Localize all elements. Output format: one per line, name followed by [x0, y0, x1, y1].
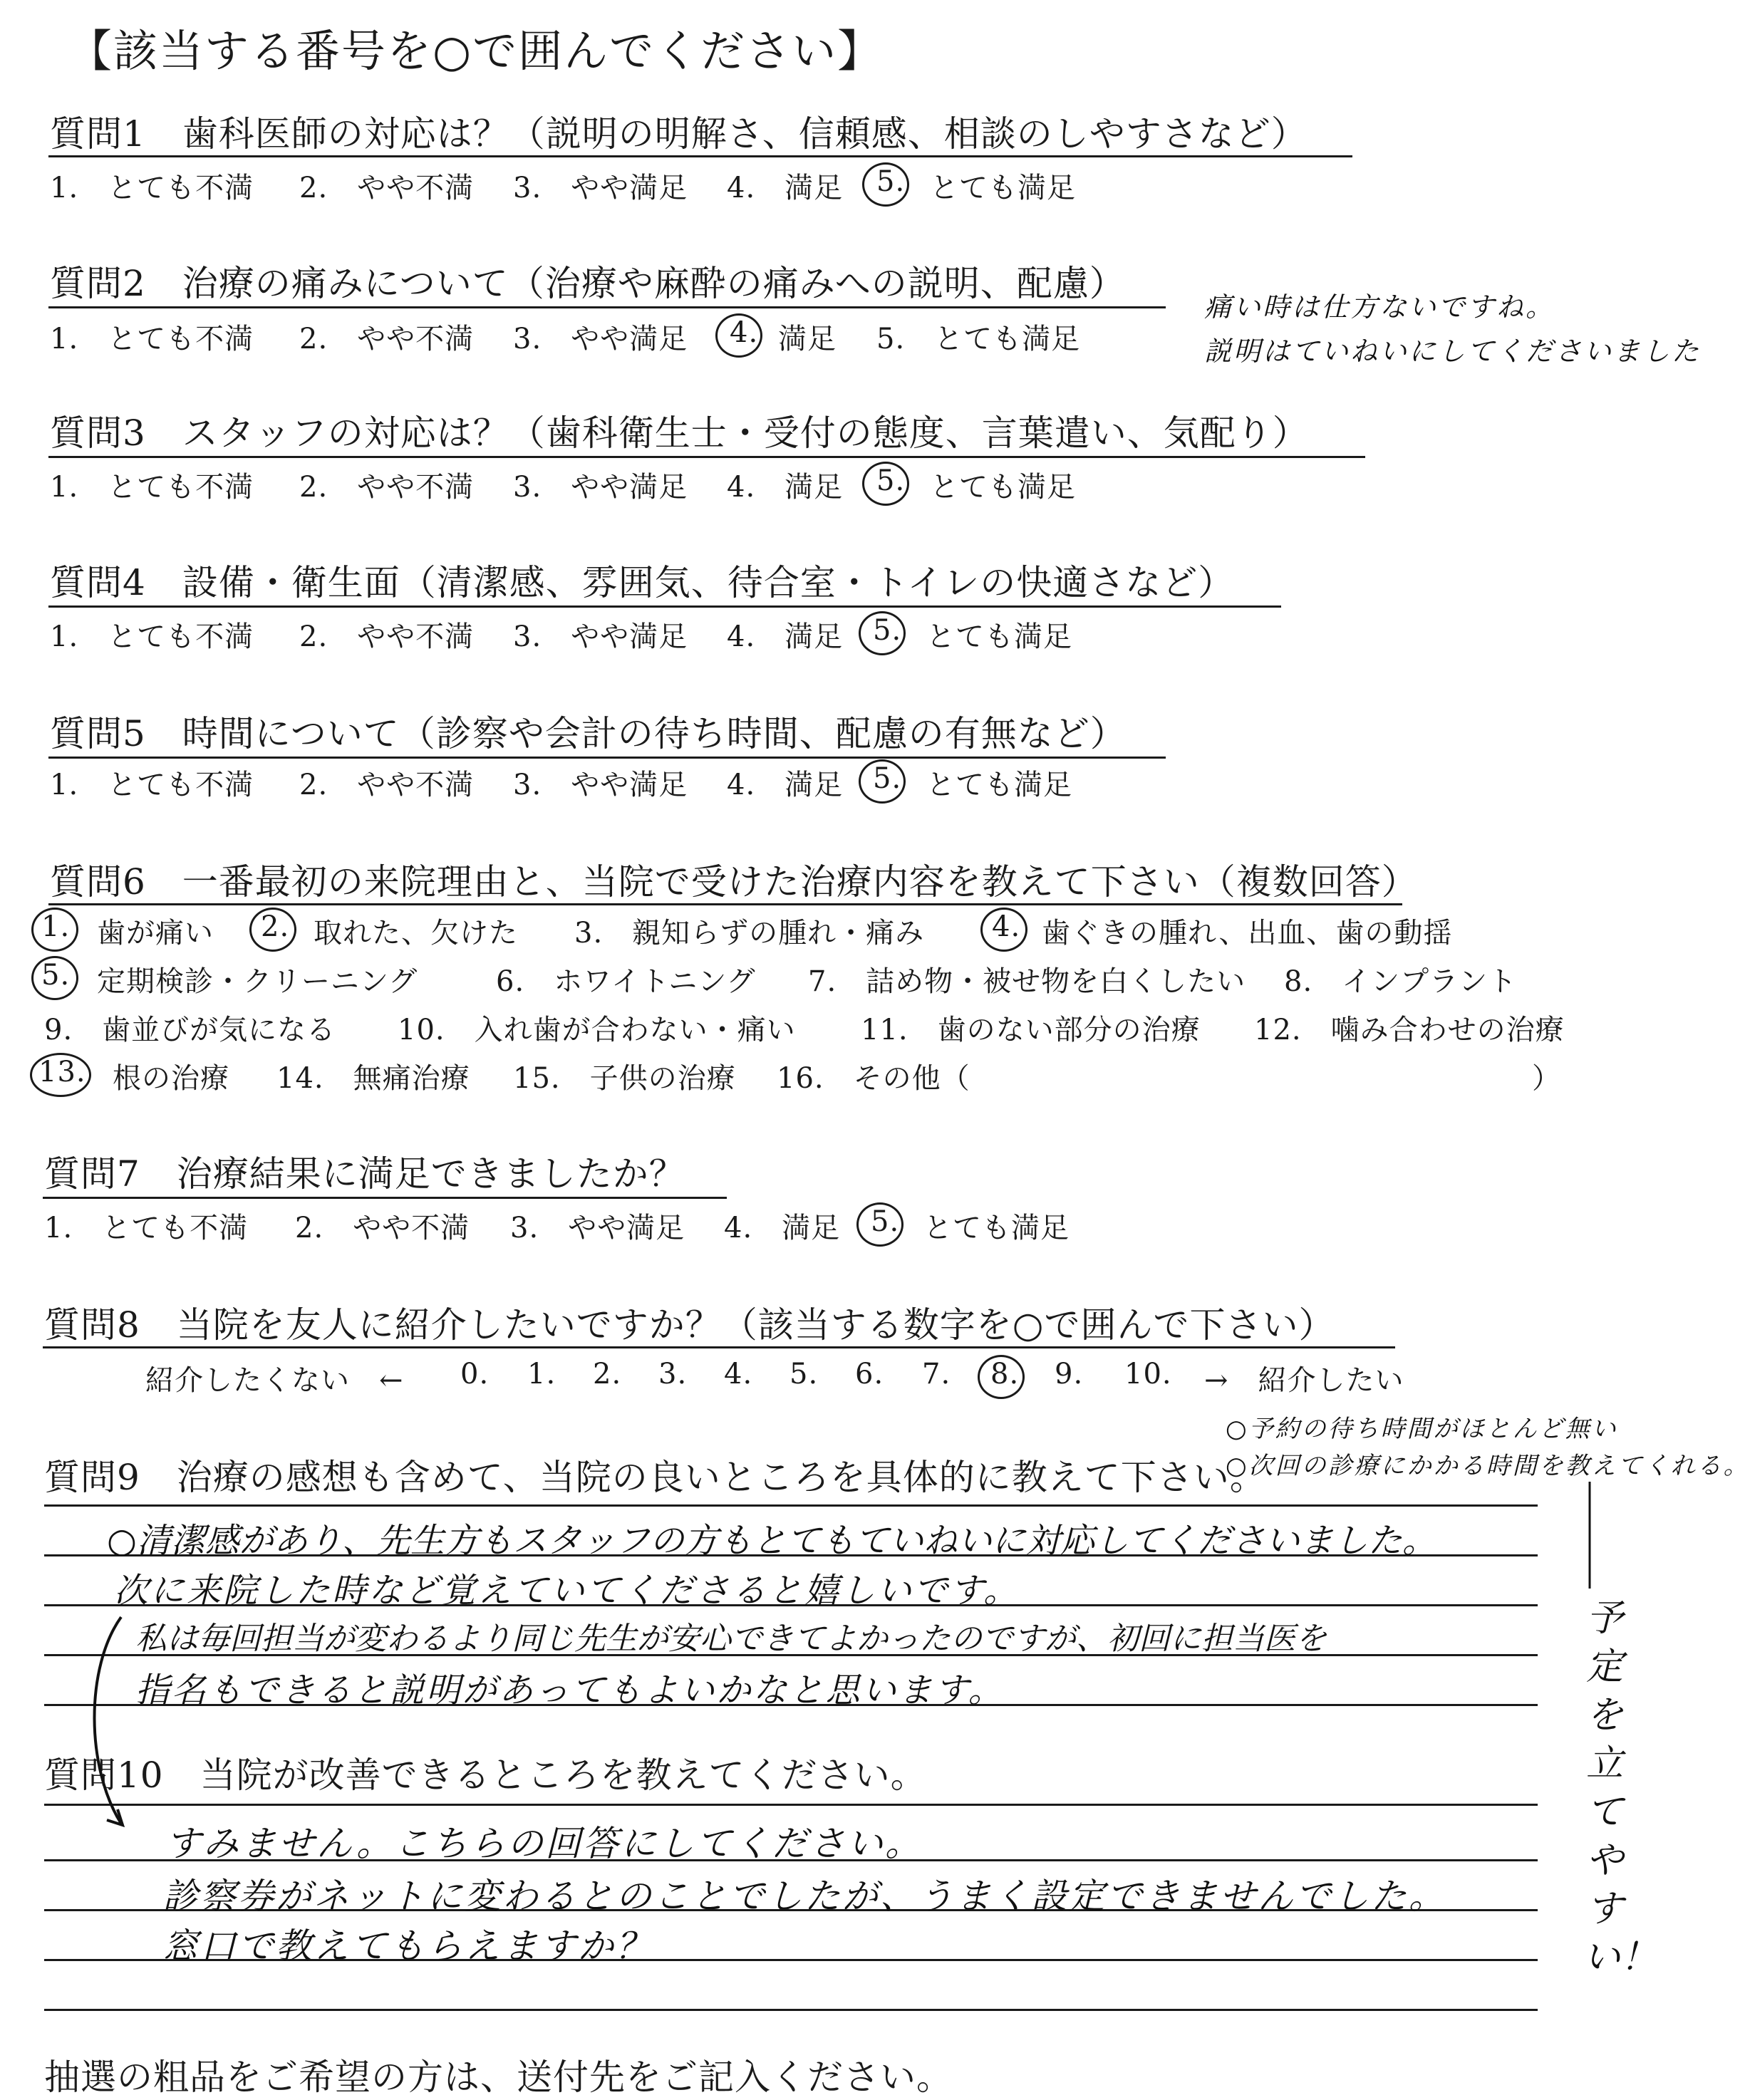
q1-option-2[interactable]: 2. やや不満 — [299, 172, 475, 204]
question-7-label: 質問7 治療結果に満足できましたか？ — [44, 1153, 685, 1195]
q2-option-4[interactable]: 4. — [730, 316, 759, 349]
q6-option-8[interactable]: 8. インプラント — [1284, 965, 1518, 998]
q5-option-4[interactable]: 4. 満足 — [727, 769, 844, 801]
q4-option-3[interactable]: 3. やや満足 — [513, 620, 688, 653]
q3-option-5[interactable]: 5. — [876, 464, 906, 497]
q3-option-2[interactable]: 2. やや不満 — [299, 471, 475, 504]
q6-option-12[interactable]: 12. 噛み合わせの治療 — [1254, 1014, 1565, 1046]
arrow-icon — [78, 1610, 150, 1845]
q6-option-10[interactable]: 10. 入れ歯が合わない・痛い — [398, 1014, 796, 1046]
question-8-label: 質問8 当院を友人に紹介したいですか？（該当する数字を○で囲んで下さい） — [44, 1304, 1335, 1346]
q9-answer-line-1 — [44, 1504, 1538, 1507]
q6-option-5-number[interactable]: 5. — [41, 959, 71, 992]
q8-scale-0[interactable]: 0. — [460, 1358, 490, 1391]
q7-option-1[interactable]: 1. とても不満 — [44, 1212, 249, 1244]
q6-option-16[interactable]: 16. その他（ — [777, 1062, 970, 1095]
q8-scale-9[interactable]: 9. — [1055, 1358, 1084, 1391]
question-6-underline — [48, 903, 1402, 905]
q8-scale-6[interactable]: 6. — [855, 1358, 884, 1391]
q8-scale-3[interactable]: 3. — [658, 1358, 688, 1391]
q9-answer-text-3: 私は毎回担当が変わるより同じ先生が安心できてよかったのですが、初回に担当医を — [135, 1621, 1327, 1657]
q5-option-2[interactable]: 2. やや不満 — [299, 769, 475, 801]
q1-option-5[interactable]: 5. — [876, 165, 906, 198]
q9-vertical-note: 予定を立てやすい！ — [1583, 1597, 1658, 1979]
q5-option-5[interactable]: 5. — [873, 762, 902, 795]
q3-option-5-text: とても満足 — [930, 471, 1076, 504]
q6-option-5-text: 定期検診・クリーニング — [97, 965, 418, 998]
q9-answer-text-2: 次に来院した時など覚えていてくださると嬉しいです。 — [114, 1571, 1020, 1611]
question-8-underline — [43, 1346, 1395, 1348]
question-3-underline — [48, 456, 1365, 458]
q3-option-1[interactable]: 1. とても不満 — [50, 471, 254, 504]
q2-option-2[interactable]: 2. やや不満 — [299, 323, 475, 355]
q6-option-1-number[interactable]: 1. — [41, 910, 71, 943]
q8-selected-circle — [978, 1355, 1025, 1399]
q1-option-4[interactable]: 4. 満足 — [727, 172, 844, 204]
q2-option-1[interactable]: 1. とても不満 — [50, 323, 254, 355]
q8-scale-7[interactable]: 7. — [922, 1358, 951, 1391]
q6-option-2-text: 取れた、欠けた — [314, 917, 518, 950]
question-6-label: 質問6 一番最初の来院理由と、当院で受けた治療内容を教えて下さい（複数回答） — [50, 861, 1418, 903]
q10-answer-text-3: 窓口で教えてもらえますか？ — [162, 1925, 653, 1967]
q4-option-2[interactable]: 2. やや不満 — [299, 620, 475, 653]
question-1-underline — [48, 155, 1352, 157]
q5-option-1[interactable]: 1. とても不満 — [50, 769, 254, 801]
q7-option-5-text: とても満足 — [923, 1212, 1070, 1244]
q6-option-1-text: 歯が痛い — [97, 917, 214, 950]
q3-selected-circle — [862, 462, 909, 506]
q6-option-13-text: 根の治療 — [113, 1062, 229, 1095]
q2-option-3[interactable]: 3. やや満足 — [513, 323, 688, 355]
q10-answer-text-1: すみません。こちらの回答にしてください。 — [165, 1823, 923, 1864]
q7-selected-circle — [856, 1202, 904, 1247]
q7-option-5[interactable]: 5. — [871, 1205, 900, 1238]
question-2-underline — [48, 306, 1166, 308]
q1-option-5-text: とても満足 — [930, 172, 1076, 204]
q9-answer-text-4: 指名もできると説明があってもよいかなと思います。 — [135, 1670, 1005, 1710]
question-5-label: 質問5 時間について（診察や会計の待ち時間、配慮の有無など） — [50, 713, 1127, 754]
q6-option-2-number[interactable]: 2. — [261, 910, 290, 943]
q4-option-5[interactable]: 5. — [873, 614, 902, 647]
q2-handwritten-note-1: 痛い時は仕方ないですね。 — [1204, 291, 1555, 323]
q9-side-note-1: ○予約の待ち時間がほとんど無い — [1226, 1415, 1618, 1443]
q9-side-note-2: ○次回の診療にかかる時間を教えてくれる。 — [1226, 1452, 1750, 1480]
q6-option-4-text: 歯ぐきの腫れ、出血、歯の動揺 — [1042, 917, 1453, 950]
q2-option-5[interactable]: 5. とても満足 — [876, 323, 1081, 355]
q5-option-5-text: とても満足 — [926, 769, 1072, 801]
q8-scale-right-label: → 紹介したい — [1204, 1364, 1404, 1397]
q2-selected-circle — [715, 313, 762, 358]
q2-handwritten-note-2: 説明はていねいにしてくださいました — [1204, 336, 1702, 367]
q4-selected-circle — [859, 611, 906, 655]
q7-option-2[interactable]: 2. やや不満 — [295, 1212, 470, 1244]
q10-answer-line-5 — [44, 2009, 1538, 2011]
q8-scale-4[interactable]: 4. — [724, 1358, 753, 1391]
q5-option-3[interactable]: 3. やや満足 — [513, 769, 688, 801]
q5-selected-circle — [859, 759, 906, 804]
q1-option-3[interactable]: 3. やや満足 — [513, 172, 688, 204]
q2-option-4-text: 満足 — [778, 323, 837, 355]
q4-option-5-text: とても満足 — [926, 620, 1072, 653]
bracket-icon — [1579, 1482, 1600, 1596]
q6-option-9[interactable]: 9. 歯並びが気になる — [44, 1014, 336, 1046]
question-2-label: 質問2 治療の痛みについて（治療や麻酔の痛みへの説明、配慮） — [50, 263, 1126, 304]
question-9-label: 質問9 治療の感想も含めて、当院の良いところを具体的に教えて下さい。 — [44, 1457, 1266, 1498]
q6-option-4-number[interactable]: 4. — [992, 910, 1021, 943]
q8-scale-5[interactable]: 5. — [789, 1358, 819, 1391]
q8-scale-left-label: 紹介したくない ← — [145, 1364, 404, 1397]
question-4-label: 質問4 設備・衛生面（清潔感、雰囲気、待合室・トイレの快適さなど） — [50, 562, 1235, 603]
q6-option-7[interactable]: 7. 詰め物・被せ物を白くしたい — [808, 965, 1246, 998]
q6-option-4-circle — [980, 908, 1027, 952]
q3-option-4[interactable]: 4. 満足 — [727, 471, 844, 504]
question-5-underline — [48, 757, 1166, 759]
q3-option-3[interactable]: 3. やや満足 — [513, 471, 688, 504]
form-title: 【該当する番号を○で囲んでください】 — [68, 25, 884, 77]
q6-option-15[interactable]: 15. 子供の治療 — [513, 1062, 736, 1095]
q6-option-13-number[interactable]: 13. — [38, 1056, 86, 1088]
question-7-underline — [43, 1197, 727, 1199]
question-3-label: 質問3 スタッフの対応は？（歯科衛生士・受付の態度、言葉遣い、気配り） — [50, 412, 1309, 454]
q1-option-1[interactable]: 1. とても不満 — [50, 172, 254, 204]
q8-scale-8[interactable]: 8. — [990, 1358, 1020, 1391]
q10-answer-text-2: 診察券がネットに変わるとのことでしたが、うまく設定できませんでした。 — [162, 1876, 1446, 1917]
q10-answer-line-1 — [44, 1804, 1538, 1806]
question-4-underline — [48, 605, 1281, 608]
q6-option-14[interactable]: 14. 無痛治療 — [276, 1062, 470, 1095]
q6-option-2-circle — [249, 908, 296, 952]
q6-option-1-circle — [31, 908, 78, 952]
q8-scale-2[interactable]: 2. — [593, 1358, 622, 1391]
q4-option-4[interactable]: 4. 満足 — [727, 620, 844, 653]
q6-option-3[interactable]: 3. 親知らずの腫れ・痛み — [574, 917, 925, 950]
q1-selected-circle — [862, 162, 909, 207]
footer-text: 抽選の粗品をご希望の方は、送付先をご記入ください。 — [44, 2057, 953, 2098]
q6-option-11[interactable]: 11. 歯のない部分の治療 — [861, 1014, 1201, 1046]
question-1-label: 質問1 歯科医師の対応は？（説明の明解さ、信頼感、相談のしやすさなど） — [50, 113, 1308, 155]
q6-option-13-circle — [30, 1053, 91, 1097]
q7-option-4[interactable]: 4. 満足 — [724, 1212, 841, 1244]
q4-option-1[interactable]: 1. とても不満 — [50, 620, 254, 653]
question-10-label: 質問10 当院が改善できるところを教えてください。 — [44, 1755, 927, 1796]
q7-option-3[interactable]: 3. やや満足 — [510, 1212, 685, 1244]
q6-option-16-close: ） — [1532, 1062, 1561, 1095]
q6-option-5-circle — [31, 956, 78, 1000]
q6-option-6[interactable]: 6. ホワイトニング — [496, 965, 756, 998]
q8-scale-10[interactable]: 10. — [1124, 1358, 1172, 1391]
q8-scale-1[interactable]: 1. — [527, 1358, 556, 1391]
q9-answer-text-1: ○清潔感があり、先生方もスタッフの方もとてもていねいに対応してくださいました。 — [107, 1521, 1436, 1561]
